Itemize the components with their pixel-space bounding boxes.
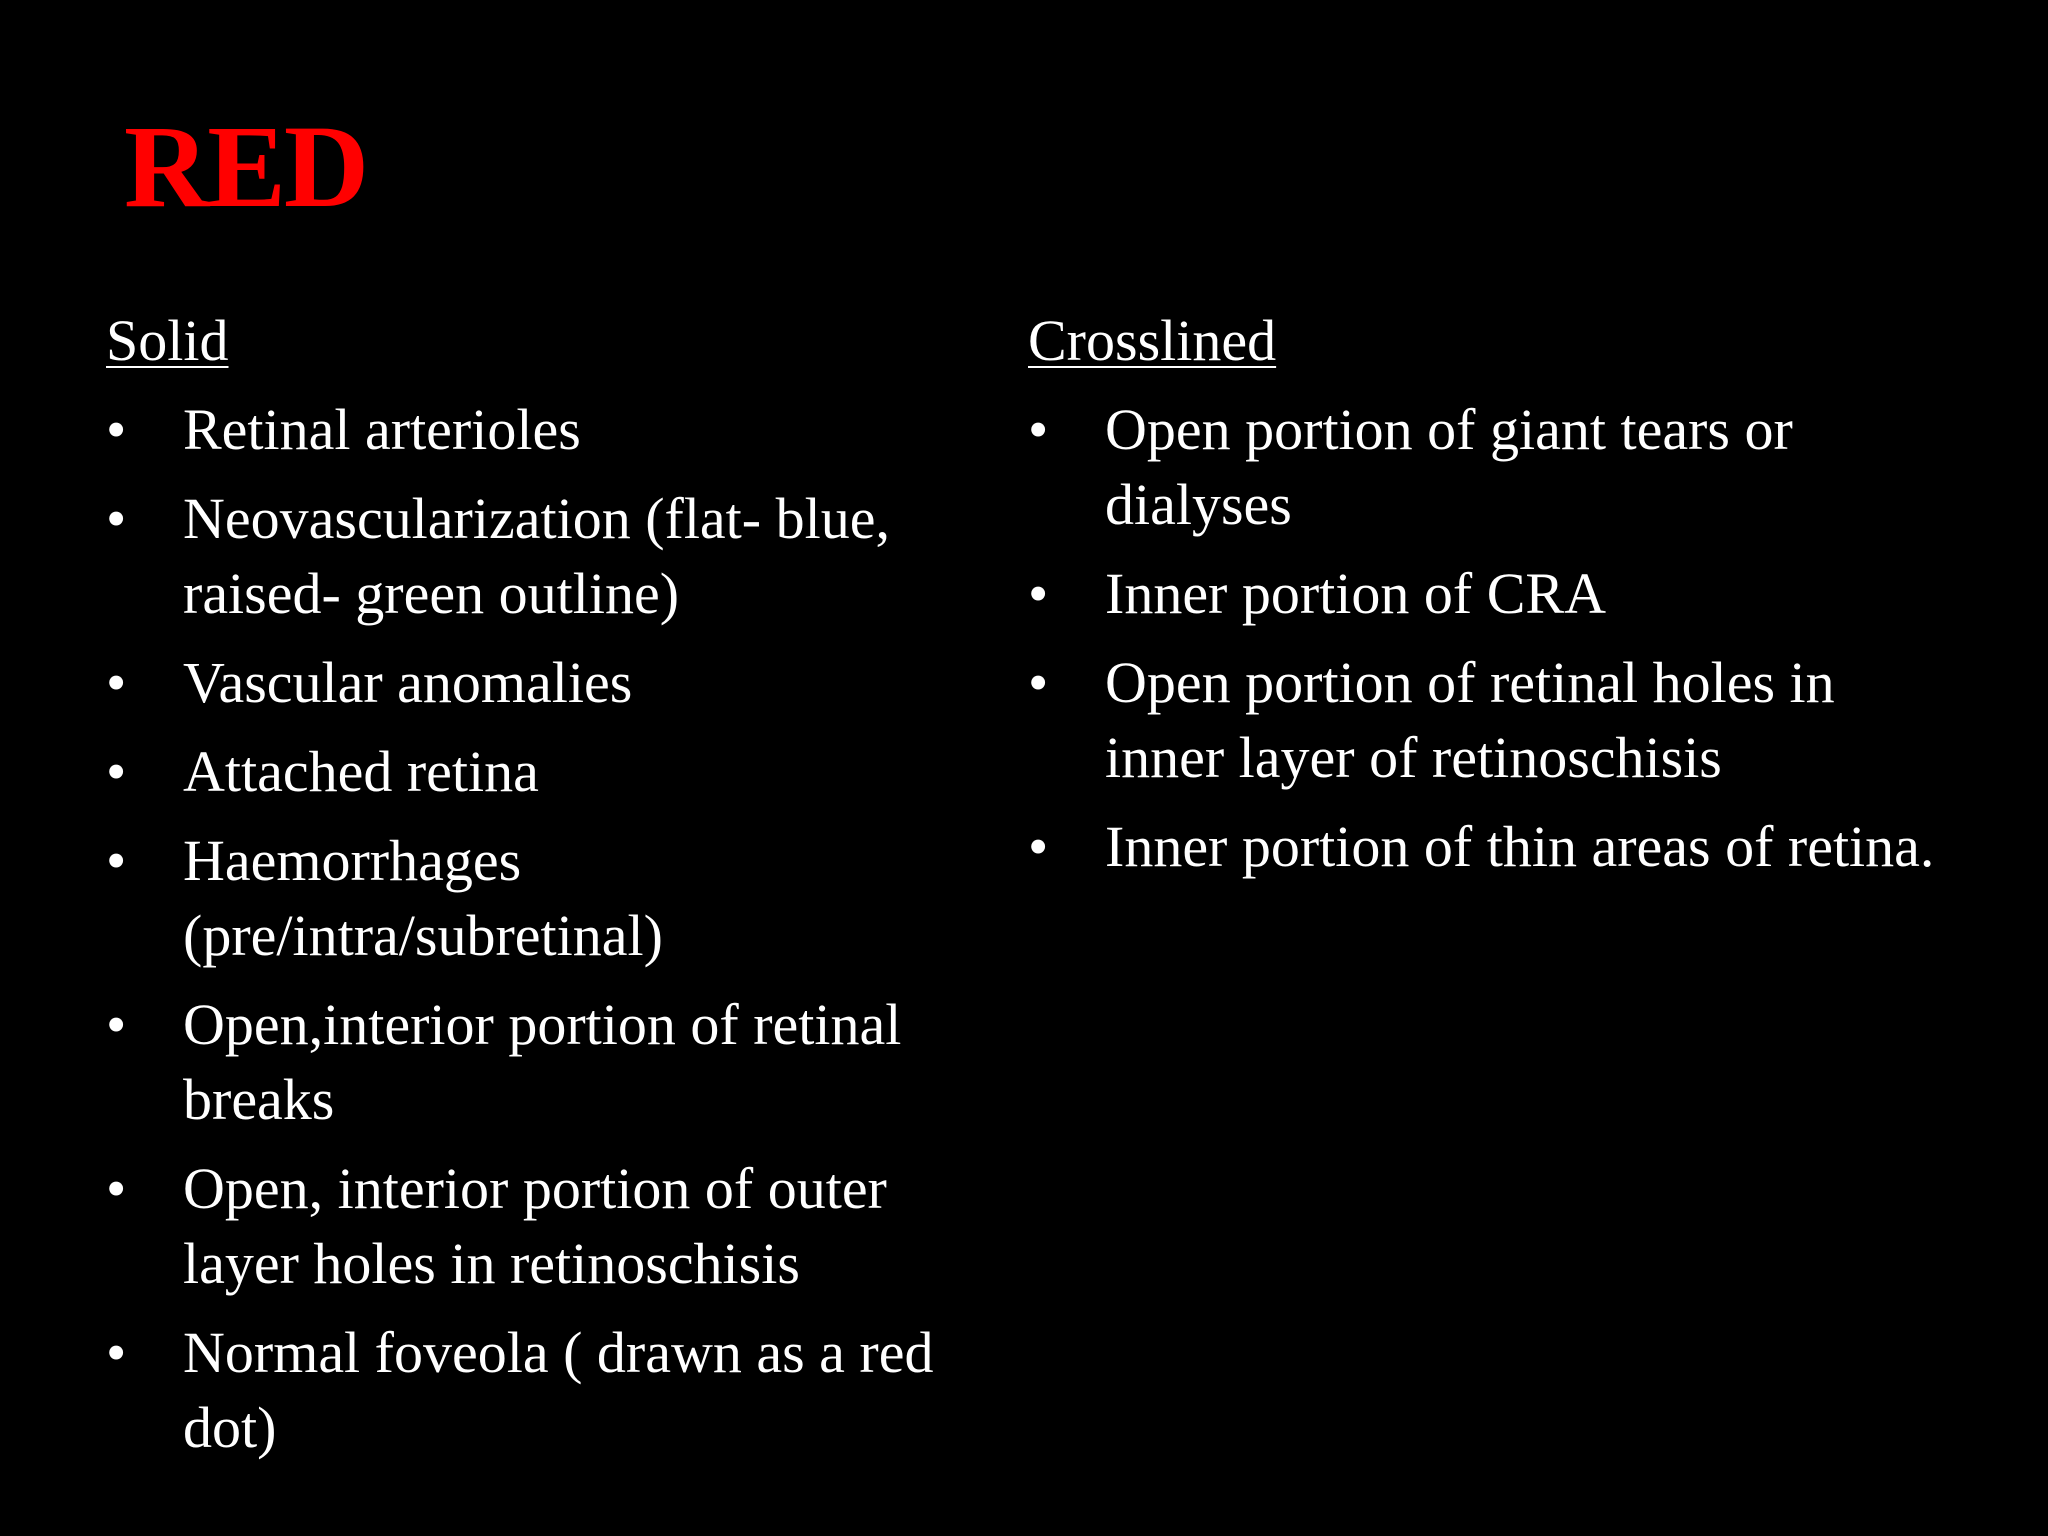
right-column-heading: Crosslined xyxy=(1028,308,1277,373)
bullet-icon: • xyxy=(106,486,127,551)
list-item xyxy=(106,1315,986,1465)
bullet-icon: • xyxy=(106,1156,127,1221)
list-item-text: Open, interior portion of outer layer holes in retinoschisis xyxy=(183,1156,887,1296)
list-item xyxy=(106,392,986,467)
left-column-heading: Solid xyxy=(106,308,229,373)
list-item-text: Open portion of retinal holes in inner layer of retinoschisis xyxy=(1105,650,1835,790)
list-item-text: Vascular anomalies xyxy=(183,650,633,715)
bullet-icon: • xyxy=(1028,814,1049,879)
bullet-icon: • xyxy=(106,992,127,1057)
list-item xyxy=(1028,809,1968,884)
left-column xyxy=(106,303,986,1479)
list-item-text: Inner portion of CRA xyxy=(1105,561,1606,626)
bullet-icon: • xyxy=(1028,561,1049,626)
bullet-icon: • xyxy=(1028,397,1049,462)
bullet-icon: • xyxy=(106,828,127,893)
list-item-text: Open portion of giant tears or dialyses xyxy=(1105,397,1793,537)
bullet-icon: • xyxy=(1028,650,1049,715)
list-item-text: Haemorrhages (pre/intra/subretinal) xyxy=(183,828,663,968)
list-item xyxy=(1028,392,1968,542)
right-bullet-list xyxy=(1028,392,1968,884)
right-column xyxy=(1028,303,1968,898)
list-item xyxy=(106,481,986,631)
list-item xyxy=(106,645,986,720)
list-item-text: Attached retina xyxy=(183,739,539,804)
list-item-text: Inner portion of thin areas of retina. xyxy=(1105,814,1935,879)
list-item-text: Normal foveola ( drawn as a red dot) xyxy=(183,1320,934,1460)
list-item xyxy=(106,1151,986,1301)
list-item xyxy=(106,823,986,973)
list-item xyxy=(106,734,986,809)
list-item xyxy=(106,987,986,1137)
list-item-text: Retinal arterioles xyxy=(183,397,581,462)
list-item xyxy=(1028,645,1968,795)
list-item-text: Open,interior portion of retinal breaks xyxy=(183,992,902,1132)
list-item xyxy=(1028,556,1968,631)
bullet-icon: • xyxy=(106,739,127,804)
bullet-icon: • xyxy=(106,650,127,715)
bullet-icon: • xyxy=(106,1320,127,1385)
left-bullet-list xyxy=(106,392,986,1465)
bullet-icon: • xyxy=(106,397,127,462)
list-item-text: Neovascularization (flat- blue, raised- green outline) xyxy=(183,486,890,626)
slide-title: RED xyxy=(124,101,368,232)
